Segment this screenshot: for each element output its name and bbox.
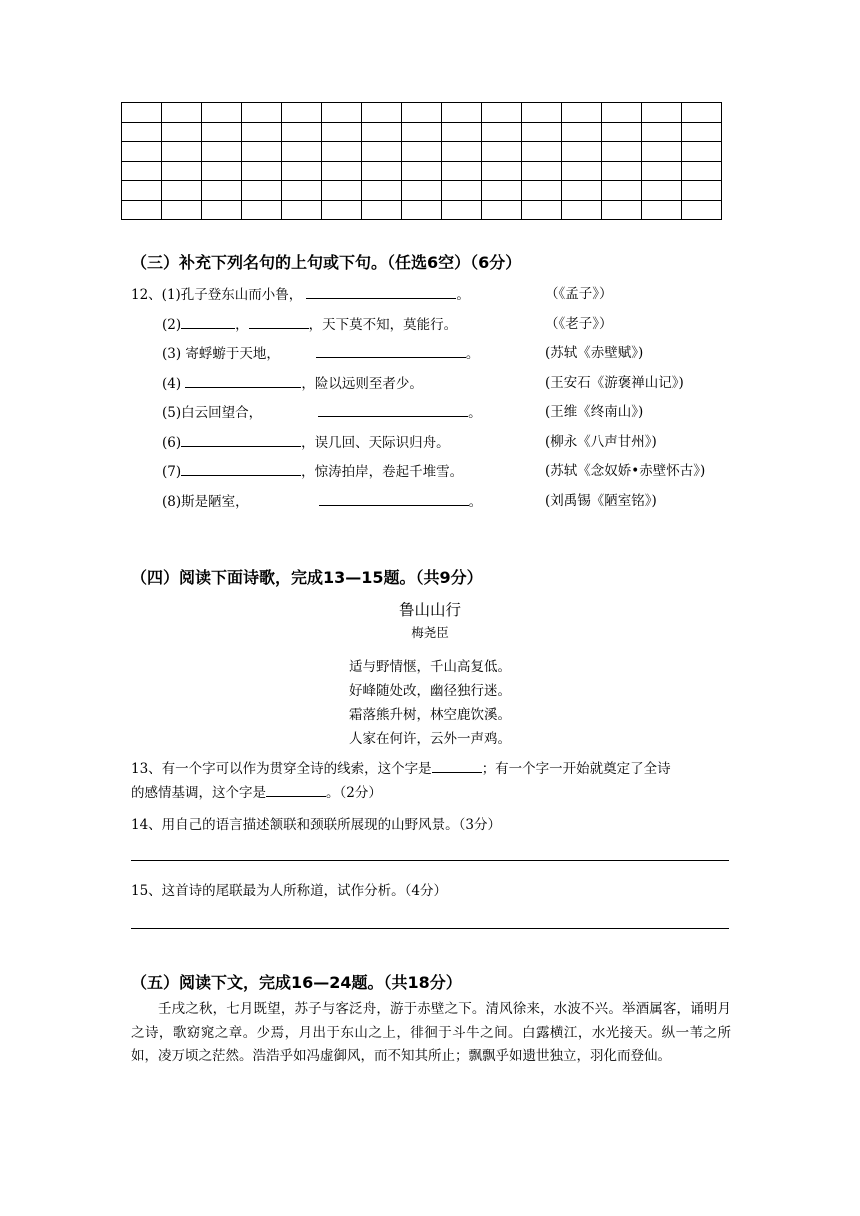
item-2-text: ，天下莫不知，莫能行。 [308, 317, 458, 333]
item-7-num: (7) [162, 464, 182, 480]
grid-cell[interactable] [442, 161, 482, 181]
grid-cell[interactable] [282, 142, 322, 162]
reading-passage: 壬戌之秋，七月既望，苏子与客泛舟，游于赤壁之下。清风徐来，水波不兴。举酒属客，诵明月之诗，歌窈窕之章。少焉，月出于东山之上，徘徊于斗牛之间。白露横江，水光接天。纵一苇之所如，凌万顷之茫然。浩浩乎如冯虚御风，而不知其所止；飘飘乎如遗世独立，羽化而登仙。 [131, 1001, 731, 1064]
grid-cell[interactable] [362, 161, 402, 181]
grid-cell[interactable] [282, 122, 322, 142]
grid-cell[interactable] [402, 181, 442, 201]
grid-cell[interactable] [602, 103, 642, 123]
grid-cell[interactable] [122, 161, 162, 181]
grid-cell[interactable] [322, 103, 362, 123]
grid-cell[interactable] [242, 103, 282, 123]
poem-author: 梅尧臣 [411, 625, 449, 640]
grid-cell[interactable] [242, 181, 282, 201]
q13-blank-b[interactable] [266, 783, 326, 797]
grid-cell[interactable] [202, 181, 242, 201]
grid-cell[interactable] [202, 200, 242, 220]
item-3-end: 。 [465, 346, 480, 362]
item-2-blank-a[interactable] [181, 315, 235, 329]
grid-cell[interactable] [562, 142, 602, 162]
question-14: 14、用自己的语言描述颔联和颈联所展现的山野风景。（3分） [131, 817, 502, 833]
fill-item-5 [162, 403, 482, 422]
grid-cell[interactable] [482, 103, 522, 123]
question-13-line-2 [131, 783, 382, 802]
grid-cell[interactable] [682, 161, 722, 181]
grid-cell[interactable] [522, 200, 562, 220]
grid-cell[interactable] [282, 103, 322, 123]
item-5-text: (5)白云回望合， [162, 405, 263, 421]
item-3-text: (3) 寄蜉蝣于天地， [162, 346, 280, 362]
grid-cell[interactable] [202, 122, 242, 142]
grid-cell[interactable] [442, 103, 482, 123]
grid-cell[interactable] [522, 142, 562, 162]
grid-cell[interactable] [562, 122, 602, 142]
q14-answer-line[interactable] [131, 860, 729, 861]
item-5-blank[interactable] [318, 403, 468, 417]
fill-item-1 [131, 285, 470, 304]
grid-cell[interactable] [162, 142, 202, 162]
item-8-source: (刘禹锡《陋室铭》) [545, 493, 657, 509]
grid-cell[interactable] [322, 181, 362, 201]
item-4-blank[interactable] [185, 374, 301, 388]
section-4-heading: （四）阅读下面诗歌，完成13—15题。（共9分） [131, 568, 483, 587]
item-1-end: 。 [456, 287, 470, 303]
poem-line-2: 好峰随处改，幽径独行迷。 [349, 683, 511, 699]
grid-cell[interactable] [282, 181, 322, 201]
grid-cell[interactable] [362, 181, 402, 201]
item-5-end: 。 [468, 405, 482, 421]
question-13-line-1 [131, 759, 671, 778]
writing-grid [121, 102, 722, 220]
item-6-blank[interactable] [181, 433, 301, 447]
grid-cell[interactable] [522, 122, 562, 142]
grid-cell[interactable] [282, 200, 322, 220]
item-2-comma: ， [235, 317, 249, 333]
item-3-blank[interactable] [316, 344, 466, 358]
grid-cell[interactable] [362, 200, 402, 220]
grid-cell[interactable] [642, 142, 682, 162]
fill-item-8 [162, 492, 482, 511]
item-2-source: （《老子》） [545, 316, 613, 332]
q13-text-d: 。（2分） [326, 785, 382, 801]
grid-cell[interactable] [682, 142, 722, 162]
grid-cell[interactable] [402, 161, 442, 181]
grid-cell[interactable] [402, 103, 442, 123]
grid-cell[interactable] [242, 200, 282, 220]
fill-item-3 [162, 344, 479, 363]
item-6-source: (柳永《八声甘州》) [545, 434, 657, 450]
grid-cell[interactable] [162, 103, 202, 123]
fill-item-7 [162, 462, 463, 481]
grid-row [122, 161, 722, 181]
q13-text-a: 13、有一个字可以作为贯穿全诗的线索，这个字是 [131, 761, 432, 777]
grid-cell[interactable] [442, 122, 482, 142]
grid-cell[interactable] [122, 200, 162, 220]
grid-cell[interactable] [482, 200, 522, 220]
poem-line-3: 霜落熊升树，林空鹿饮溪。 [349, 707, 511, 723]
item-2-blank-b[interactable] [249, 315, 309, 329]
grid-row [122, 181, 722, 201]
item-6-num: (6) [162, 435, 182, 451]
item-4-num: (4) [162, 376, 186, 392]
item-6-text: ，误几回、天际识归舟。 [301, 435, 450, 451]
grid-cell[interactable] [442, 200, 482, 220]
grid-cell[interactable] [402, 200, 442, 220]
grid-cell[interactable] [682, 181, 722, 201]
item-1-blank[interactable] [306, 285, 456, 299]
q13-text-c: 的感情基调，这个字是 [131, 785, 266, 801]
item-5-source: (王维《终南山》) [545, 404, 644, 420]
item-7-text: ，惊涛拍岸，卷起千堆雪。 [301, 464, 464, 480]
item-4-text: ，险以远则至者少。 [301, 376, 423, 392]
grid-cell[interactable] [562, 181, 602, 201]
grid-cell[interactable] [522, 181, 562, 201]
grid-cell[interactable] [162, 122, 202, 142]
grid-row [122, 103, 722, 123]
grid-cell[interactable] [482, 142, 522, 162]
grid-cell[interactable] [162, 181, 202, 201]
grid-cell[interactable] [322, 122, 362, 142]
poem-title: 鲁山山行 [398, 601, 461, 619]
item-2-num: (2) [162, 317, 182, 333]
grid-cell[interactable] [562, 161, 602, 181]
question-15: 15、这首诗的尾联最为人所称道，试作分析。（4分） [131, 883, 448, 899]
grid-cell[interactable] [602, 200, 642, 220]
fill-item-6 [162, 433, 450, 452]
poem-line-1: 适与野情惬，千山高复低。 [349, 659, 511, 675]
grid-cell[interactable] [162, 161, 202, 181]
grid-cell[interactable] [442, 181, 482, 201]
grid-cell[interactable] [402, 122, 442, 142]
item-8-text: (8)斯是陋室， [162, 494, 249, 510]
grid-cell[interactable] [602, 181, 642, 201]
grid-cell[interactable] [642, 122, 682, 142]
q13-text-b: ；有一个字一开始就奠定了全诗 [481, 761, 671, 777]
grid-cell[interactable] [522, 161, 562, 181]
fill-item-2 [162, 315, 457, 334]
grid-cell[interactable] [162, 200, 202, 220]
grid-cell[interactable] [282, 161, 322, 181]
section-5-heading: （五）阅读下文，完成16—24题。（共18分） [131, 973, 462, 992]
grid-cell[interactable] [642, 161, 682, 181]
grid-cell[interactable] [602, 122, 642, 142]
item-8-end: 。 [468, 494, 483, 510]
grid-cell[interactable] [562, 103, 602, 123]
grid-cell[interactable] [242, 122, 282, 142]
grid-cell[interactable] [442, 142, 482, 162]
grid-row [122, 122, 722, 142]
poem-line-4: 人家在何许，云外一声鸡。 [349, 731, 511, 747]
grid-row [122, 200, 722, 220]
fill-item-4 [162, 374, 423, 393]
grid-cell[interactable] [362, 142, 402, 162]
grid-cell[interactable] [402, 142, 442, 162]
grid-cell[interactable] [482, 181, 522, 201]
section-3-heading: （三）补充下列名句的上句或下句。（任选6空）（6分） [131, 253, 522, 272]
grid-cell[interactable] [682, 200, 722, 220]
grid-cell[interactable] [362, 122, 402, 142]
grid-cell[interactable] [322, 142, 362, 162]
grid-cell[interactable] [682, 122, 722, 142]
grid-cell[interactable] [122, 142, 162, 162]
item-1-source: （《孟子》） [545, 286, 613, 302]
grid-row [122, 142, 722, 162]
grid-cell[interactable] [482, 122, 522, 142]
grid-cell[interactable] [122, 181, 162, 201]
item-7-source: (苏轼《念奴娇•赤壁怀古》) [545, 463, 706, 479]
item-1-text: 12、(1)孔子登东山而小鲁， [131, 287, 303, 303]
grid-cell[interactable] [642, 181, 682, 201]
grid-cell[interactable] [642, 200, 682, 220]
grid-cell[interactable] [202, 103, 242, 123]
grid-cell[interactable] [322, 200, 362, 220]
grid-cell[interactable] [642, 103, 682, 123]
grid-cell[interactable] [322, 161, 362, 181]
item-3-source: (苏轼《赤壁赋》) [545, 345, 644, 361]
q13-blank-a[interactable] [432, 759, 482, 773]
grid-cell[interactable] [602, 142, 642, 162]
grid-cell[interactable] [562, 200, 602, 220]
grid-cell[interactable] [122, 103, 162, 123]
q15-answer-line[interactable] [131, 928, 729, 929]
grid-cell[interactable] [362, 103, 402, 123]
item-7-blank[interactable] [181, 462, 301, 476]
grid-cell[interactable] [522, 103, 562, 123]
item-4-source: (王安石《游褒禅山记》) [545, 375, 684, 391]
grid-cell[interactable] [602, 161, 642, 181]
grid-cell[interactable] [682, 103, 722, 123]
grid-cell[interactable] [122, 122, 162, 142]
grid-cell[interactable] [242, 142, 282, 162]
grid-cell[interactable] [482, 161, 522, 181]
grid-cell[interactable] [202, 161, 242, 181]
grid-cell[interactable] [242, 161, 282, 181]
item-8-blank[interactable] [319, 492, 469, 506]
grid-cell[interactable] [202, 142, 242, 162]
